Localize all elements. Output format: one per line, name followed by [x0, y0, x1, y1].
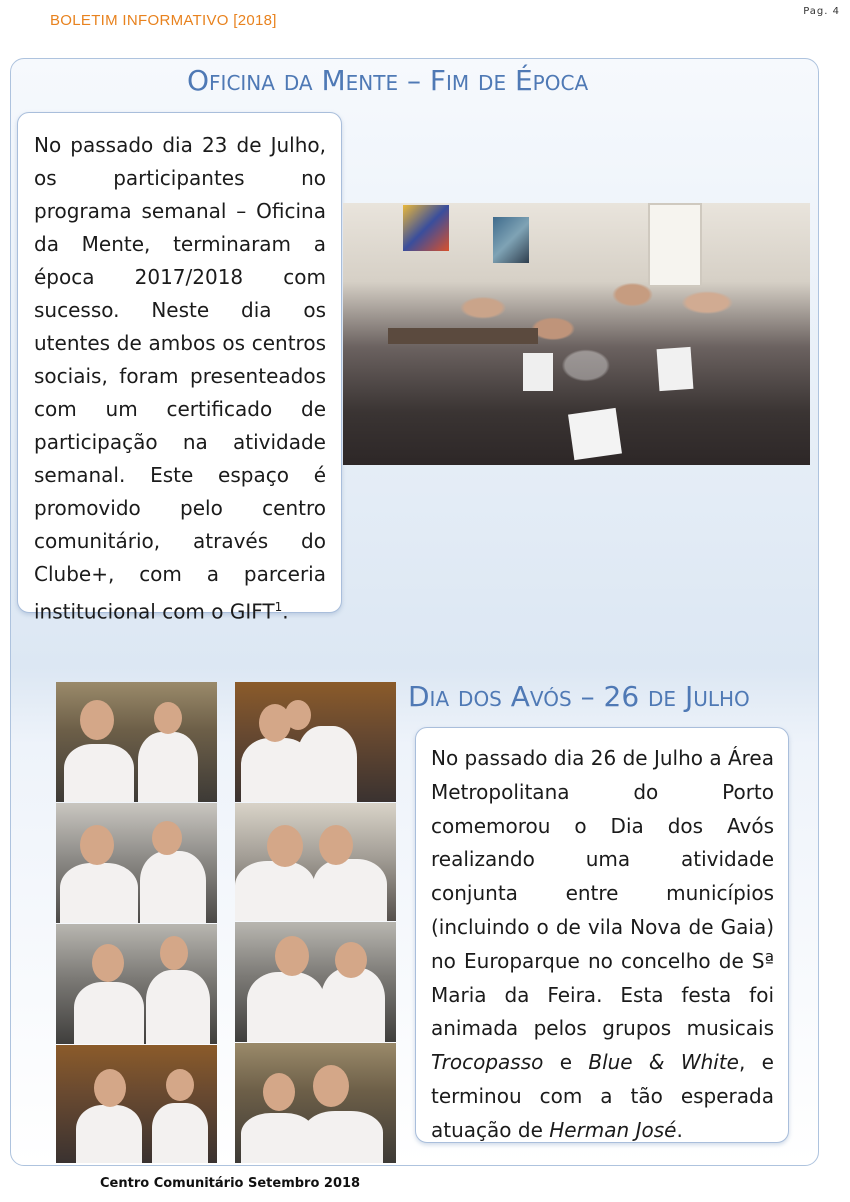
collage-photo [235, 803, 396, 921]
photo-collage-left [56, 682, 217, 1163]
page-footer: Centro Comunitário Setembro 2018 [100, 1176, 361, 1191]
dia-avos-text-box [415, 727, 789, 1143]
footnote-marker: 1 [274, 600, 283, 614]
collage-photo [56, 682, 217, 802]
collage-photo [56, 803, 217, 923]
wall-painting [493, 217, 529, 263]
page-number: Pag. 4 [803, 6, 840, 17]
collage-photo [56, 1045, 217, 1163]
section-title-oficina: Oficina da Mente – Fim de Época [187, 64, 589, 97]
dia-avos-paragraph: No passado dia 26 de Julho a Área Metropolitana do Porto comemorou o Dia dos Avós realizando uma atividade conjunta entre municípios (incluindo o de vila Nova de Gaia) no Europarque no concelho de Sª Maria da Feira. Esta festa foi animada pelos grupos musicais [431, 746, 774, 1041]
certificate [523, 353, 553, 391]
collage-photo [56, 924, 217, 1044]
photo-collage-right [235, 682, 396, 1163]
oficina-paragraph: No passado dia 23 de Julho, os participantes no programa semanal – Oficina da Mente, terminaram a época 2017/2018 com sucesso. Neste dia os utentes de ambos os centros sociais, foram presenteados com um certificado de participação na atividade semanal. Este espaço é promovido pelo centro comunitário, através do Clube+, com a parceria institucional com o GIFT [34, 133, 326, 624]
oficina-text-box [17, 112, 342, 624]
certificate [657, 347, 694, 391]
collage-photo [235, 1043, 396, 1163]
window [648, 203, 702, 287]
paragraph-end: . [282, 599, 289, 624]
collage-photo [235, 922, 396, 1042]
wall-painting [403, 205, 449, 251]
band-name: Trocopasso [431, 1050, 544, 1075]
band-name: Blue & White [588, 1050, 739, 1075]
table [388, 328, 538, 344]
group-certificate-photo [343, 203, 810, 465]
text-run: e [543, 1050, 589, 1075]
section-title-dia-avos: Dia dos Avós – 26 de Julho [408, 680, 750, 713]
newsletter-title: BOLETIM INFORMATIVO [2018] [50, 12, 277, 29]
text-run: , e terminou com a tão esperada atuação de [431, 1050, 774, 1142]
collage-photo [235, 682, 396, 802]
text-run: . [676, 1117, 683, 1142]
artist-name: Herman José [549, 1117, 677, 1142]
certificate [568, 408, 622, 460]
